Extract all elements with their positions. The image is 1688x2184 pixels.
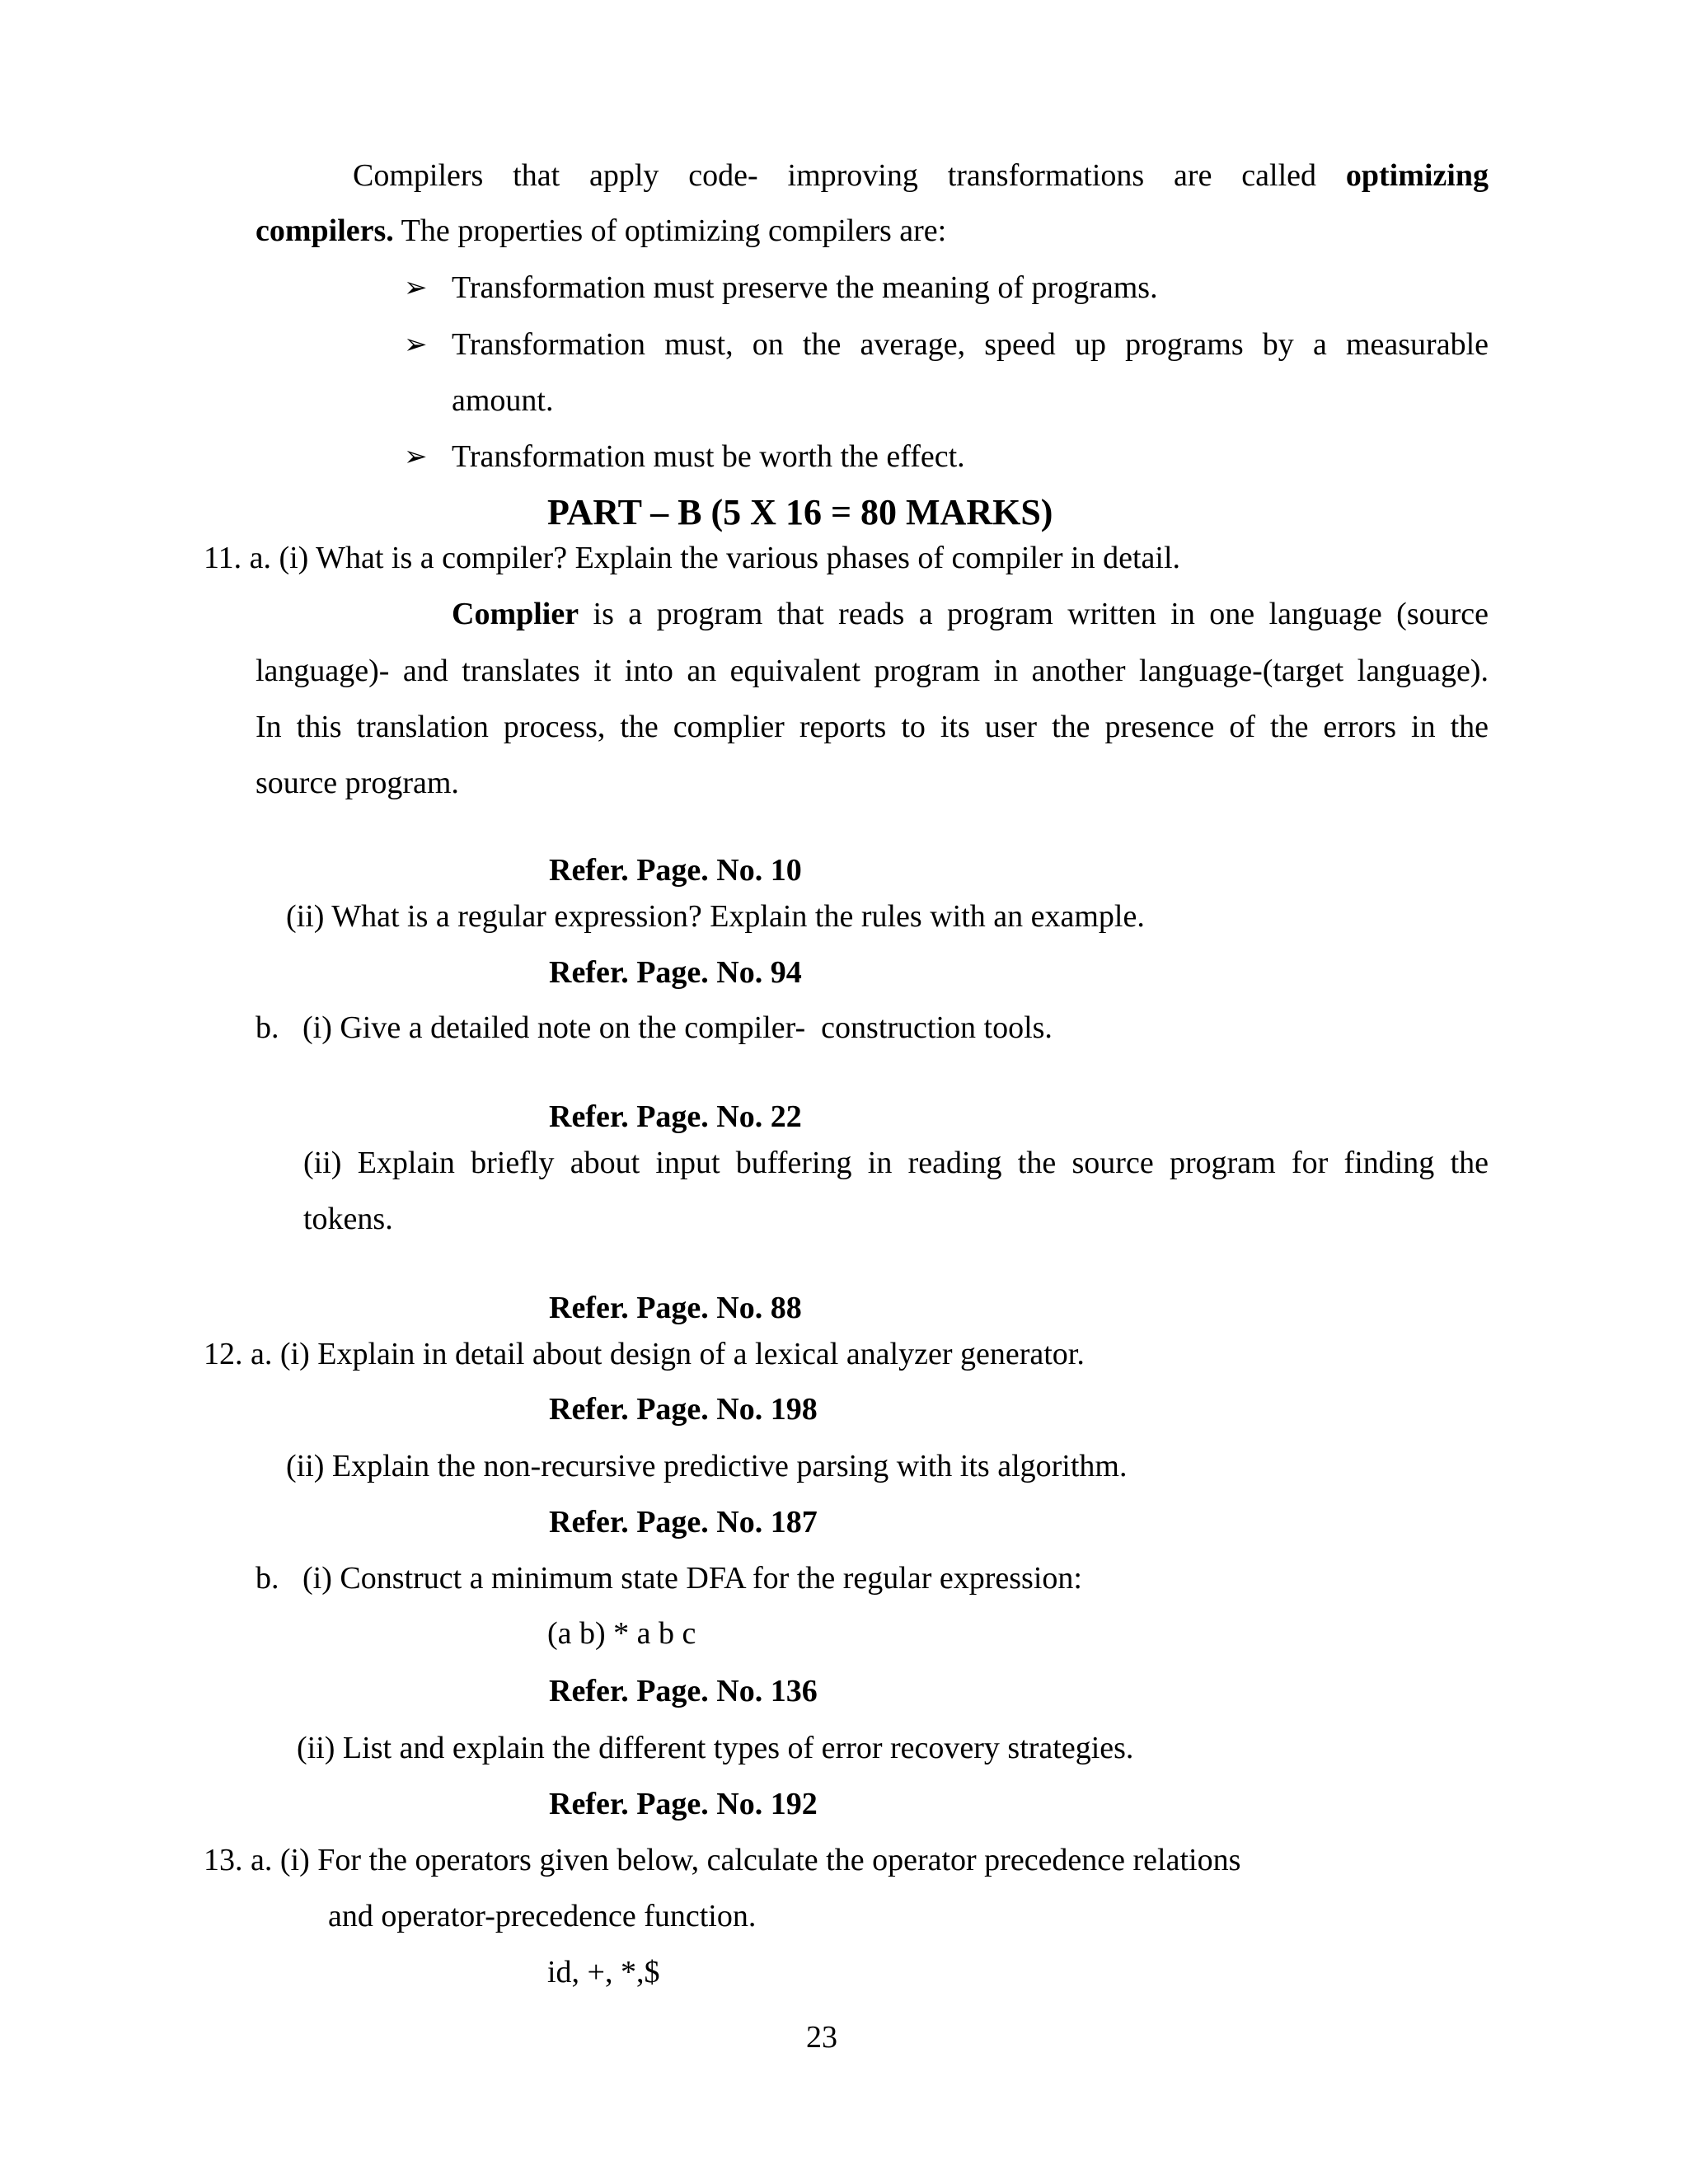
bullet-arrow-icon: ➢	[404, 271, 428, 304]
q12-a-i: 12. a. (i) Explain in detail about design of a lexical analyzer generator.	[204, 1337, 1085, 1371]
compiler-definition-line-4: source program.	[256, 766, 459, 800]
page-number: 23	[806, 2020, 837, 2055]
q11-b-i: b. (i) Give a detailed note on the compiler- construction tools.	[256, 1010, 1053, 1045]
optimizing-term: optimizing	[1345, 158, 1489, 193]
intro-line-1: Compilers that apply code- improving transformations are called optimizing	[353, 158, 1489, 193]
property-item: Transformation must preserve the meaning of programs.	[452, 270, 1158, 305]
page-reference: Refer. Page. No. 192	[549, 1787, 818, 1821]
bullet-arrow-icon: ➢	[404, 440, 428, 473]
page-reference: Refer. Page. No. 94	[549, 955, 802, 990]
regular-expression: (a b) * a b c	[547, 1616, 696, 1651]
part-b-heading: PART – B (5 X 16 = 80 MARKS)	[547, 492, 1053, 532]
bullet-arrow-icon: ➢	[404, 328, 428, 361]
q12-a-ii: (ii) Explain the non-recursive predictive parsing with its algorithm.	[286, 1449, 1128, 1483]
q13-a-i-line-1: 13. a. (i) For the operators given below, calculate the operator precedence relations	[204, 1843, 1241, 1877]
compiler-definition-line-3: In this translation process, the complier reports to its user the presence of the errors in the	[256, 710, 1489, 744]
q12-b-i: b. (i) Construct a minimum state DFA for the regular expression:	[256, 1561, 1082, 1596]
page-reference: Refer. Page. No. 187	[549, 1505, 818, 1540]
q11-b-ii-line-1: (ii) Explain briefly about input buffering in reading the source program for finding the	[303, 1146, 1489, 1180]
q11-b-ii-line-2: tokens.	[303, 1202, 393, 1236]
property-item: Transformation must, on the average, speed up programs by a measurable	[452, 327, 1489, 362]
page-reference: Refer. Page. No. 88	[549, 1291, 802, 1325]
q11-a-i: 11. a. (i) What is a compiler? Explain the various phases of compiler in detail.	[204, 541, 1181, 575]
q11-a-ii: (ii) What is a regular expression? Explain the rules with an example.	[286, 899, 1145, 934]
page-reference: Refer. Page. No. 22	[549, 1099, 802, 1134]
page-reference: Refer. Page. No. 136	[549, 1674, 818, 1708]
q13-a-i-line-2: and operator-precedence function.	[328, 1899, 757, 1933]
q12-b-ii: (ii) List and explain the different types of error recovery strategies.	[297, 1731, 1134, 1765]
property-item: Transformation must be worth the effect.	[452, 439, 965, 474]
compiler-definition-line-1: Complier is a program that reads a program written in one language (source	[452, 597, 1489, 631]
intro-line-2: compilers. The properties of optimizing compilers are:	[256, 213, 947, 248]
compilers-term: compilers.	[256, 213, 394, 248]
compiler-definition-line-2: language)- and translates it into an equivalent program in another language-(target language).	[256, 654, 1489, 688]
page-reference: Refer. Page. No. 10	[549, 853, 802, 888]
complier-term: Complier	[452, 597, 579, 631]
property-item-continued: amount.	[452, 383, 554, 418]
page-reference: Refer. Page. No. 198	[549, 1392, 818, 1427]
operator-list: id, +, *,$	[547, 1955, 660, 1990]
